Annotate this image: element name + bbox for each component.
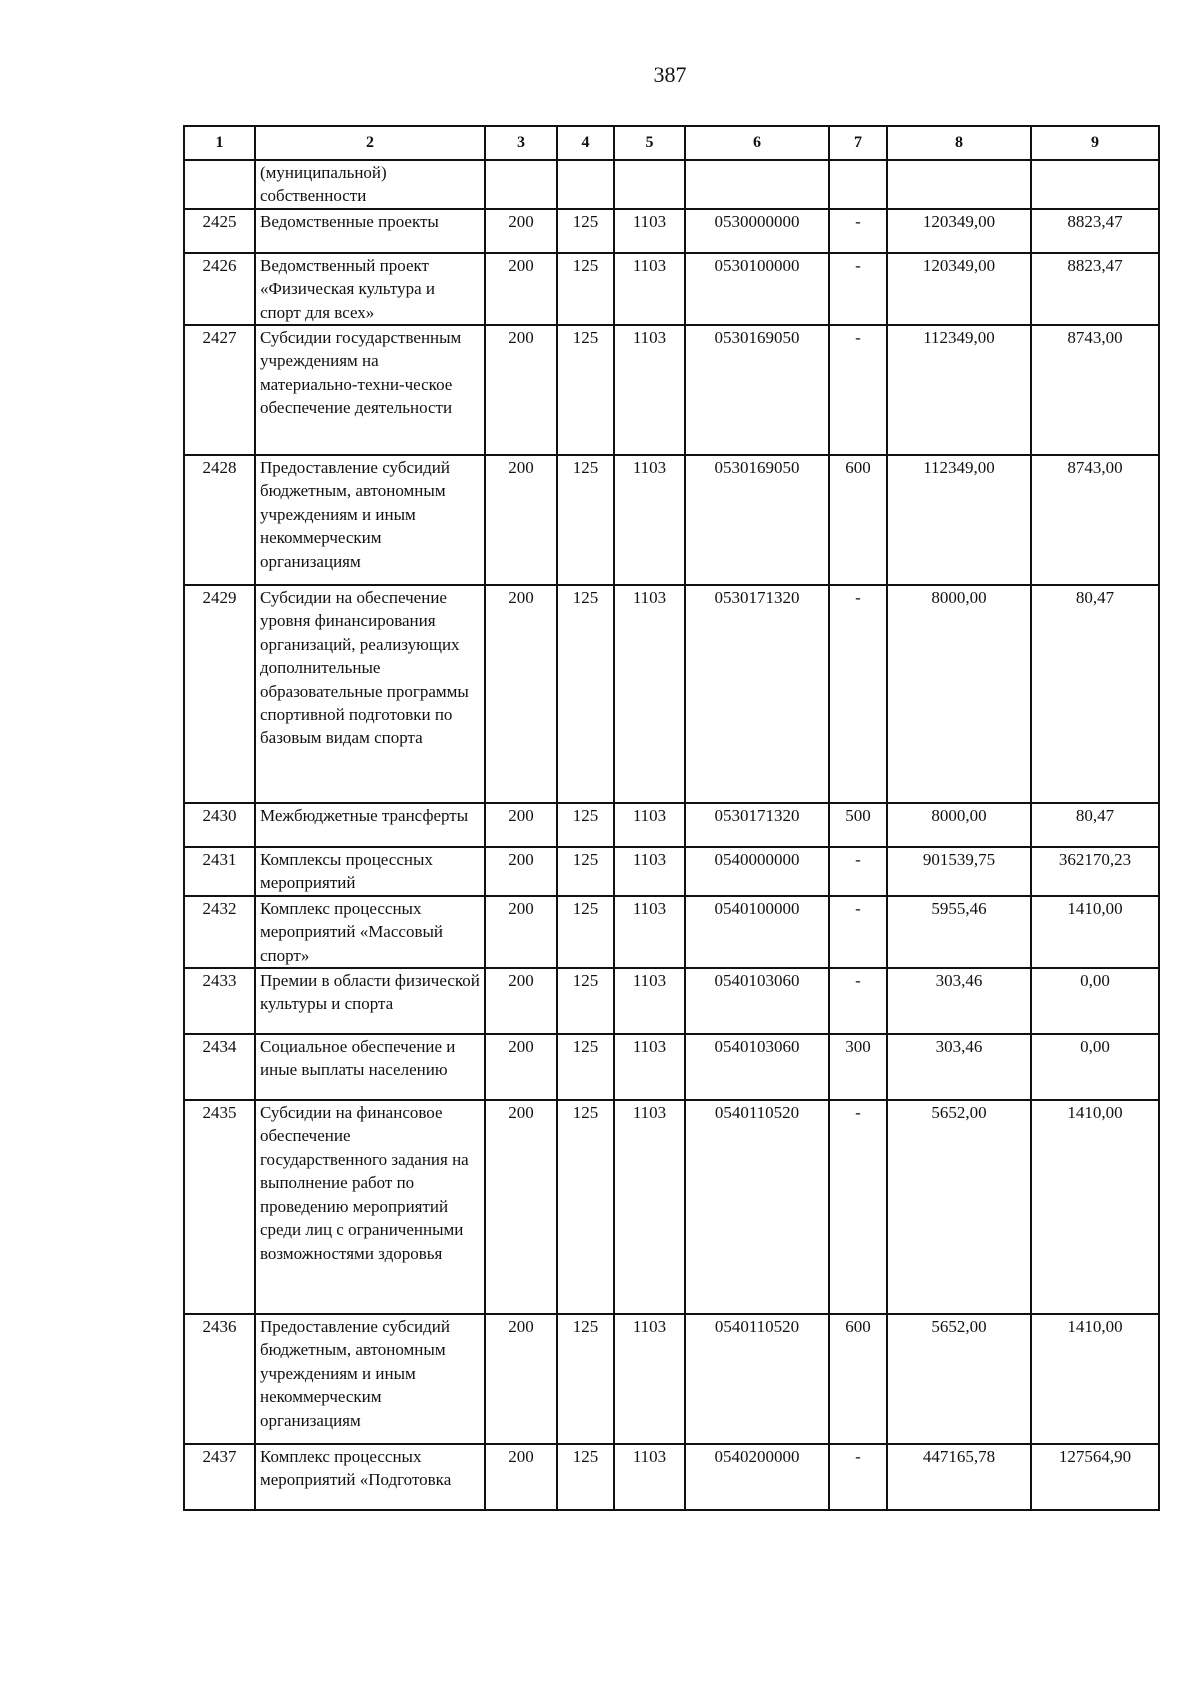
column-header: 9 xyxy=(1031,126,1159,160)
code-expense-type: - xyxy=(829,209,887,253)
code-expense-type: 300 xyxy=(829,1034,887,1100)
code-subsection: 1103 xyxy=(614,896,685,968)
code-expense-type: - xyxy=(829,325,887,455)
amount-executed: 0,00 xyxy=(1031,1034,1159,1100)
item-name: Субсидии на обеспечение уровня финансирования организаций, реализующих дополнительные образовательные программы спортивной подготовки по базовым видам спорта xyxy=(255,585,485,803)
amount-planned: 303,46 xyxy=(887,1034,1031,1100)
table-row xyxy=(184,1314,1159,1444)
code-section: 125 xyxy=(557,1444,614,1510)
amount-executed: 0,00 xyxy=(1031,968,1159,1034)
amount-planned: 447165,78 xyxy=(887,1444,1031,1510)
code-ministry: 200 xyxy=(485,968,557,1034)
table-row xyxy=(184,253,1159,325)
column-header: 3 xyxy=(485,126,557,160)
code-subsection: 1103 xyxy=(614,1034,685,1100)
code-expense-type: 500 xyxy=(829,803,887,847)
code-ministry: 200 xyxy=(485,896,557,968)
amount-planned: 5652,00 xyxy=(887,1100,1031,1314)
amount-planned: 120349,00 xyxy=(887,253,1031,325)
code-subsection: 1103 xyxy=(614,1100,685,1314)
code-target-article: 0530171320 xyxy=(685,803,829,847)
code-ministry xyxy=(485,160,557,209)
row-number: 2433 xyxy=(184,968,255,1034)
column-header: 7 xyxy=(829,126,887,160)
code-ministry: 200 xyxy=(485,1100,557,1314)
code-ministry: 200 xyxy=(485,803,557,847)
code-target-article: 0530169050 xyxy=(685,455,829,585)
row-number: 2426 xyxy=(184,253,255,325)
code-ministry: 200 xyxy=(485,1314,557,1444)
amount-planned: 5652,00 xyxy=(887,1314,1031,1444)
amount-executed: 1410,00 xyxy=(1031,1100,1159,1314)
table-row xyxy=(184,325,1159,455)
amount-planned: 112349,00 xyxy=(887,455,1031,585)
amount-planned: 8000,00 xyxy=(887,803,1031,847)
amount-executed: 1410,00 xyxy=(1031,896,1159,968)
table-row xyxy=(184,1100,1159,1314)
row-number: 2427 xyxy=(184,325,255,455)
column-header: 6 xyxy=(685,126,829,160)
column-header: 4 xyxy=(557,126,614,160)
row-number: 2430 xyxy=(184,803,255,847)
code-section: 125 xyxy=(557,325,614,455)
item-name: Межбюджетные трансферты xyxy=(255,803,485,847)
code-target-article xyxy=(685,160,829,209)
column-header: 5 xyxy=(614,126,685,160)
code-expense-type: - xyxy=(829,847,887,896)
code-target-article: 0530000000 xyxy=(685,209,829,253)
row-number: 2432 xyxy=(184,896,255,968)
table-row xyxy=(184,847,1159,896)
code-target-article: 0540103060 xyxy=(685,968,829,1034)
code-ministry: 200 xyxy=(485,209,557,253)
code-target-article: 0540103060 xyxy=(685,1034,829,1100)
code-target-article: 0530171320 xyxy=(685,585,829,803)
item-name: Ведомственные проекты xyxy=(255,209,485,253)
code-subsection: 1103 xyxy=(614,209,685,253)
table-row xyxy=(184,585,1159,803)
code-section: 125 xyxy=(557,253,614,325)
row-number: 2435 xyxy=(184,1100,255,1314)
code-expense-type: - xyxy=(829,1100,887,1314)
amount-executed: 8823,47 xyxy=(1031,209,1159,253)
code-section: 125 xyxy=(557,803,614,847)
code-subsection: 1103 xyxy=(614,1314,685,1444)
amount-planned: 112349,00 xyxy=(887,325,1031,455)
amount-planned: 5955,46 xyxy=(887,896,1031,968)
row-number: 2437 xyxy=(184,1444,255,1510)
code-section: 125 xyxy=(557,585,614,803)
code-expense-type xyxy=(829,160,887,209)
budget-table xyxy=(183,125,1160,1511)
table-row xyxy=(184,896,1159,968)
item-name: Ведомственный проект «Физическая культура и спорт для всех» xyxy=(255,253,485,325)
table-row xyxy=(184,455,1159,585)
code-expense-type: - xyxy=(829,585,887,803)
row-number: 2431 xyxy=(184,847,255,896)
code-target-article: 0530169050 xyxy=(685,325,829,455)
code-target-article: 0540000000 xyxy=(685,847,829,896)
item-name: Комплекс процессных мероприятий «Подготовка xyxy=(255,1444,485,1510)
code-subsection: 1103 xyxy=(614,847,685,896)
page-number: 387 xyxy=(653,62,687,87)
code-ministry: 200 xyxy=(485,253,557,325)
header-row xyxy=(184,126,1159,160)
code-section: 125 xyxy=(557,1314,614,1444)
row-number: 2428 xyxy=(184,455,255,585)
code-subsection: 1103 xyxy=(614,803,685,847)
code-ministry: 200 xyxy=(485,585,557,803)
code-expense-type: - xyxy=(829,896,887,968)
column-header: 2 xyxy=(255,126,485,160)
row-number xyxy=(184,160,255,209)
code-subsection: 1103 xyxy=(614,968,685,1034)
code-target-article: 0540100000 xyxy=(685,896,829,968)
code-section: 125 xyxy=(557,1100,614,1314)
amount-planned: 120349,00 xyxy=(887,209,1031,253)
code-subsection: 1103 xyxy=(614,455,685,585)
amount-executed: 8743,00 xyxy=(1031,325,1159,455)
amount-planned: 8000,00 xyxy=(887,585,1031,803)
amount-executed: 362170,23 xyxy=(1031,847,1159,896)
code-subsection: 1103 xyxy=(614,585,685,803)
code-section: 125 xyxy=(557,847,614,896)
code-target-article: 0540110520 xyxy=(685,1314,829,1444)
item-name: Субсидии государственным учреждениям на материально-техни-ческое обеспечение деятельности xyxy=(255,325,485,455)
amount-executed: 127564,90 xyxy=(1031,1444,1159,1510)
code-section: 125 xyxy=(557,968,614,1034)
code-expense-type: - xyxy=(829,1444,887,1510)
row-number: 2436 xyxy=(184,1314,255,1444)
amount-executed: 1410,00 xyxy=(1031,1314,1159,1444)
table-row xyxy=(184,160,1159,209)
amount-executed: 80,47 xyxy=(1031,585,1159,803)
table-row xyxy=(184,209,1159,253)
item-name: Предоставление субсидий бюджетным, автономным учреждениям и иным некоммерческим организациям xyxy=(255,455,485,585)
code-ministry: 200 xyxy=(485,455,557,585)
table-row xyxy=(184,1034,1159,1100)
code-ministry: 200 xyxy=(485,847,557,896)
amount-executed xyxy=(1031,160,1159,209)
code-subsection: 1103 xyxy=(614,325,685,455)
amount-planned xyxy=(887,160,1031,209)
code-section: 125 xyxy=(557,209,614,253)
item-name: Предоставление субсидий бюджетным, автономным учреждениям и иным некоммерческим организациям xyxy=(255,1314,485,1444)
code-section xyxy=(557,160,614,209)
code-expense-type: 600 xyxy=(829,455,887,585)
code-section: 125 xyxy=(557,1034,614,1100)
code-subsection: 1103 xyxy=(614,1444,685,1510)
item-name: Комплекс процессных мероприятий «Массовый спорт» xyxy=(255,896,485,968)
code-expense-type: - xyxy=(829,968,887,1034)
code-target-article: 0530100000 xyxy=(685,253,829,325)
item-name: Премии в области физической культуры и спорта xyxy=(255,968,485,1034)
amount-executed: 8823,47 xyxy=(1031,253,1159,325)
amount-executed: 8743,00 xyxy=(1031,455,1159,585)
column-header: 1 xyxy=(184,126,255,160)
amount-executed: 80,47 xyxy=(1031,803,1159,847)
table-row xyxy=(184,1444,1159,1510)
code-ministry: 200 xyxy=(485,1444,557,1510)
amount-planned: 303,46 xyxy=(887,968,1031,1034)
code-section: 125 xyxy=(557,455,614,585)
code-expense-type: 600 xyxy=(829,1314,887,1444)
code-ministry: 200 xyxy=(485,1034,557,1100)
row-number: 2429 xyxy=(184,585,255,803)
amount-planned: 901539,75 xyxy=(887,847,1031,896)
table-row xyxy=(184,968,1159,1034)
code-subsection: 1103 xyxy=(614,253,685,325)
table-row xyxy=(184,803,1159,847)
row-number: 2425 xyxy=(184,209,255,253)
code-ministry: 200 xyxy=(485,325,557,455)
item-name: Субсидии на финансовое обеспечение государственного задания на выполнение работ по проведению мероприятий среди лиц с ограниченными возможностями здоровья xyxy=(255,1100,485,1314)
item-name: Социальное обеспечение и иные выплаты населению xyxy=(255,1034,485,1100)
code-target-article: 0540200000 xyxy=(685,1444,829,1510)
code-expense-type: - xyxy=(829,253,887,325)
item-name: (муниципальной) собственности xyxy=(255,160,485,209)
code-section: 125 xyxy=(557,896,614,968)
column-header: 8 xyxy=(887,126,1031,160)
code-target-article: 0540110520 xyxy=(685,1100,829,1314)
row-number: 2434 xyxy=(184,1034,255,1100)
item-name: Комплексы процессных мероприятий xyxy=(255,847,485,896)
code-subsection xyxy=(614,160,685,209)
